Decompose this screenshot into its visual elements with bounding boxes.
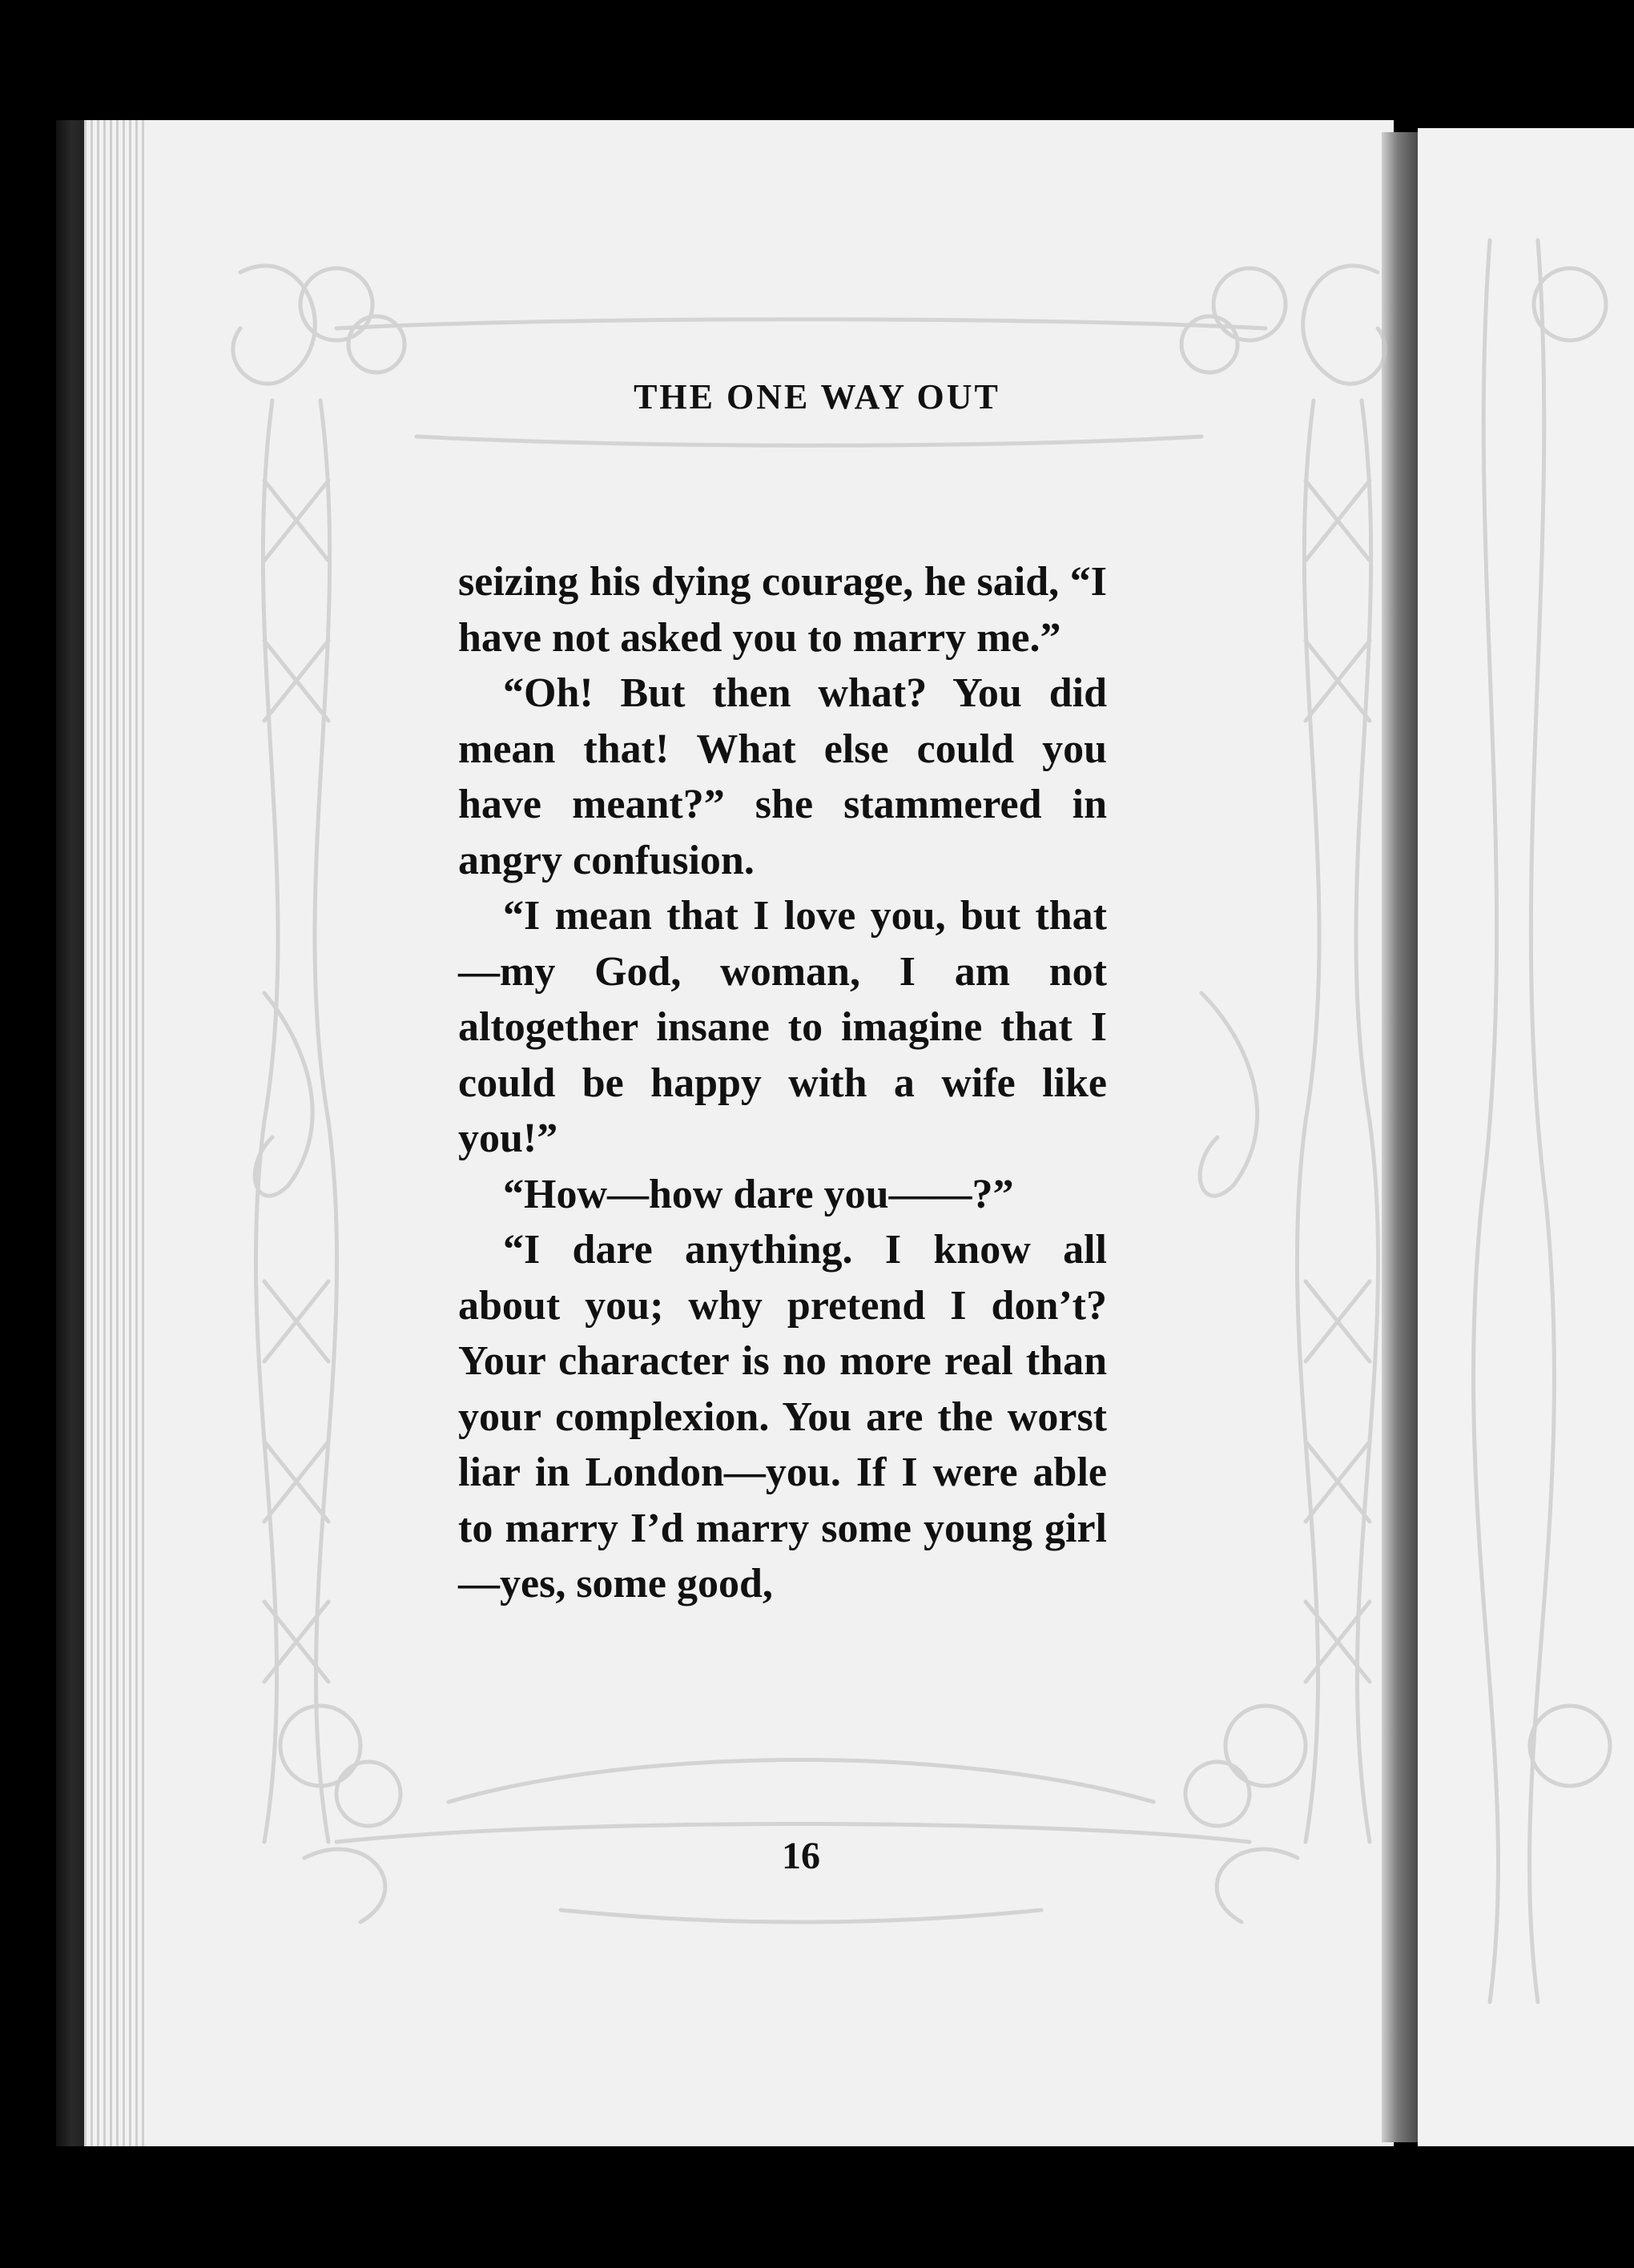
page-number: 16 <box>782 1835 820 1877</box>
paragraph-1: seizing his dying courage, he said, “I have not asked you to marry me.” <box>458 559 1107 661</box>
running-head: THE ONE WAY OUT <box>634 377 1000 416</box>
body-text <box>458 554 1107 1612</box>
paragraph-5: “I dare anything. I know all about you; why pretend I don’t? Your character is no more real than your complexion. You are the worst liar in London—you. If I were able to marry I’d marry some young girl—yes, some good, <box>458 1227 1107 1606</box>
paragraph-4: “How—how dare you——?” <box>503 1171 1014 1217</box>
paragraph-3: “I mean that I love you, but that—my God, woman, I am not altogether insane to imagine that I could be happy with a wife like you!” <box>458 893 1107 1161</box>
paragraph-2: “Oh! But then what? You did mean that! What else could you have meant?” she stammered in angry confusion. <box>458 670 1107 883</box>
